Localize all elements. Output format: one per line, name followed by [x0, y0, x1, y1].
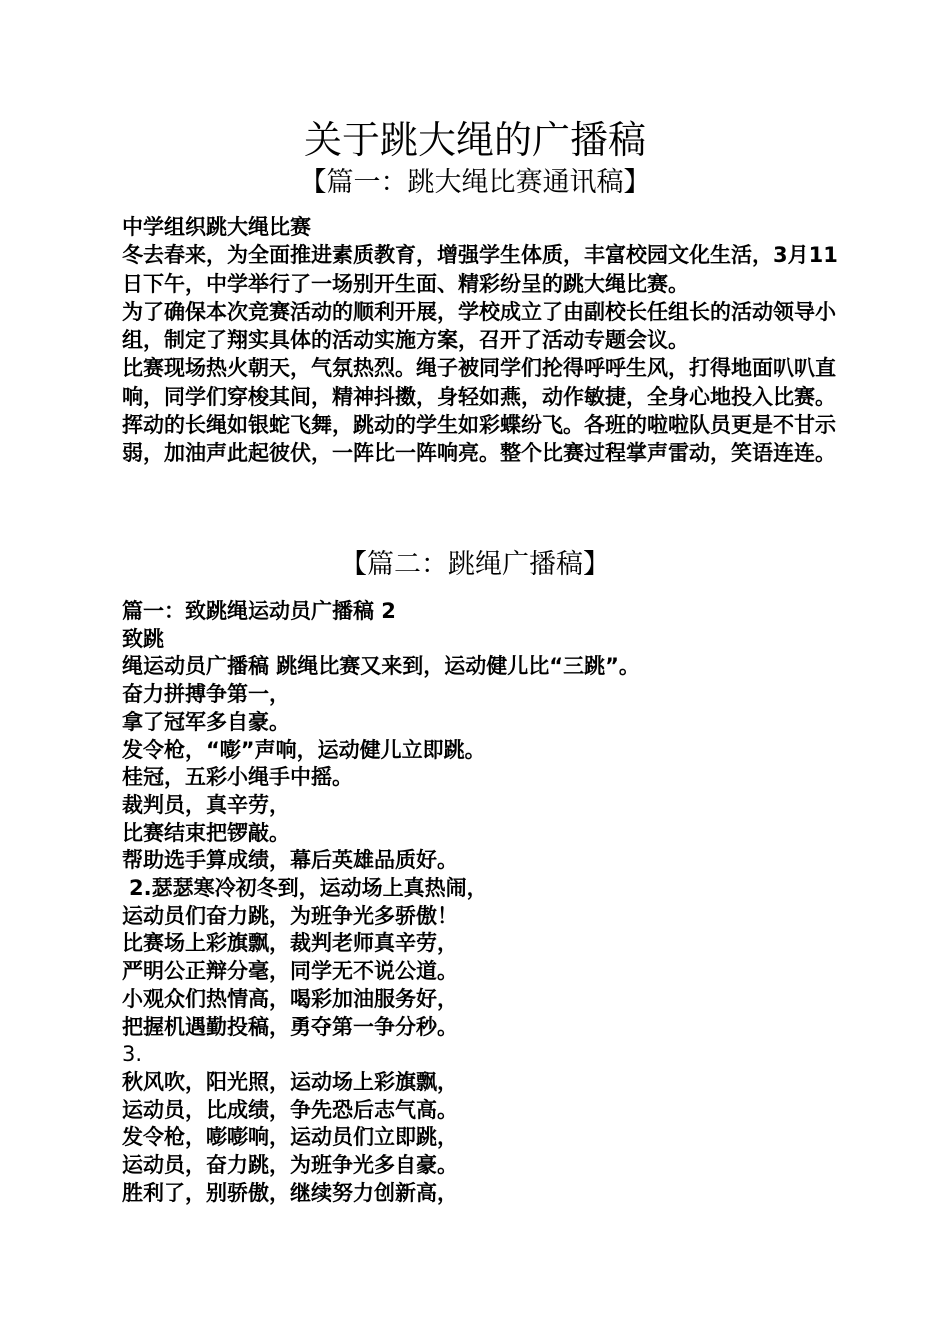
- section2-line: 帮助选手算成绩，幕后英雄品质好。: [122, 848, 458, 873]
- section1-subtitle: 中学组织跳大绳比赛: [122, 215, 311, 239]
- section2-line: 比赛场上彩旗飘，裁判老师真辛劳，: [122, 931, 458, 956]
- section2-line: 拿了冠军多自豪。: [122, 709, 290, 734]
- section1-paragraph-1: 冬去春来，为全面推进素质教育，增强学生体质，丰富校园文化生活，3月11日下午，中学举行了一场别开生面、精彩纷呈的跳大绳比赛。: [122, 243, 838, 296]
- section2-line: 篇一：致跳绳运动员广播稿 2: [122, 599, 396, 623]
- section1-heading: 【篇一：跳大绳比赛通讯稿】: [299, 167, 651, 198]
- section2-line: 运动员们奋力跳，为班争光多骄傲！: [122, 903, 458, 928]
- section2-line: 发令枪，“嘭”声响，运动健儿立即跳。: [122, 737, 486, 762]
- section2-line: 运动员，奋力跳，为班争光多自豪。: [122, 1153, 458, 1178]
- section2-heading: 【篇二：跳绳广播稿】: [340, 549, 610, 580]
- section2-line: 秋风吹，阳光照，运动场上彩旗飘，: [122, 1069, 458, 1094]
- section2-line: 裁判员，真辛劳，: [122, 792, 290, 817]
- section2-line: 绳运动员广播稿 跳绳比赛又来到，运动健儿比“三跳”。: [122, 654, 640, 679]
- section2-line: 奋力拼搏争第一，: [122, 682, 290, 707]
- section1-paragraph-2: 为了确保本次竞赛活动的顺利开展，学校成立了由副校长任组长的活动领导小组，制定了翔实具体的活动实施方案，召开了活动专题会议。: [122, 299, 836, 353]
- section2-line: 运动员，比成绩，争先恐后志气高。: [122, 1097, 458, 1122]
- section2-line: 小观众们热情高，喝彩加油服务好，: [122, 986, 458, 1011]
- section1-paragraph-3: 比赛现场热火朝天，气氛热烈。绳子被同学们抡得呼呼生风，打得地面叭叭直响，同学们穿梭其间，精神抖擞，身轻如燕，动作敏捷，全身心地投入比赛。 挥动的长绳如银蛇飞舞，跳动的学生如彩蝶纷飞。各班的啦啦队员更是不甘示弱，加油声此起彼伏，一阵比一阵响亮。整个比赛过程掌声雷动，笑语连连。: [122, 356, 836, 466]
- section2-line: 把握机遇勤投稿，勇夺第一争分秒。: [122, 1014, 458, 1039]
- section2-body: [115, 598, 840, 1207]
- section2-line: 比赛结束把锣敲。: [122, 820, 290, 845]
- section1-body: [115, 213, 840, 468]
- section2-line: 3.: [122, 1042, 143, 1067]
- section2-line: 胜利了，别骄傲，继续努力创新高，: [122, 1180, 458, 1205]
- section2-line: 发令枪，嘭嘭响，运动员们立即跳，: [122, 1125, 458, 1150]
- section2-line: 2.瑟瑟寒冷初冬到，运动场上真热闹，: [129, 876, 488, 901]
- document-title: 关于跳大绳的广播稿: [303, 118, 646, 162]
- section2-line: 致跳: [122, 626, 164, 651]
- section2-line: 桂冠，五彩小绳手中摇。: [122, 765, 353, 790]
- section2-line: 严明公正辩分毫，同学无不说公道。: [122, 959, 458, 984]
